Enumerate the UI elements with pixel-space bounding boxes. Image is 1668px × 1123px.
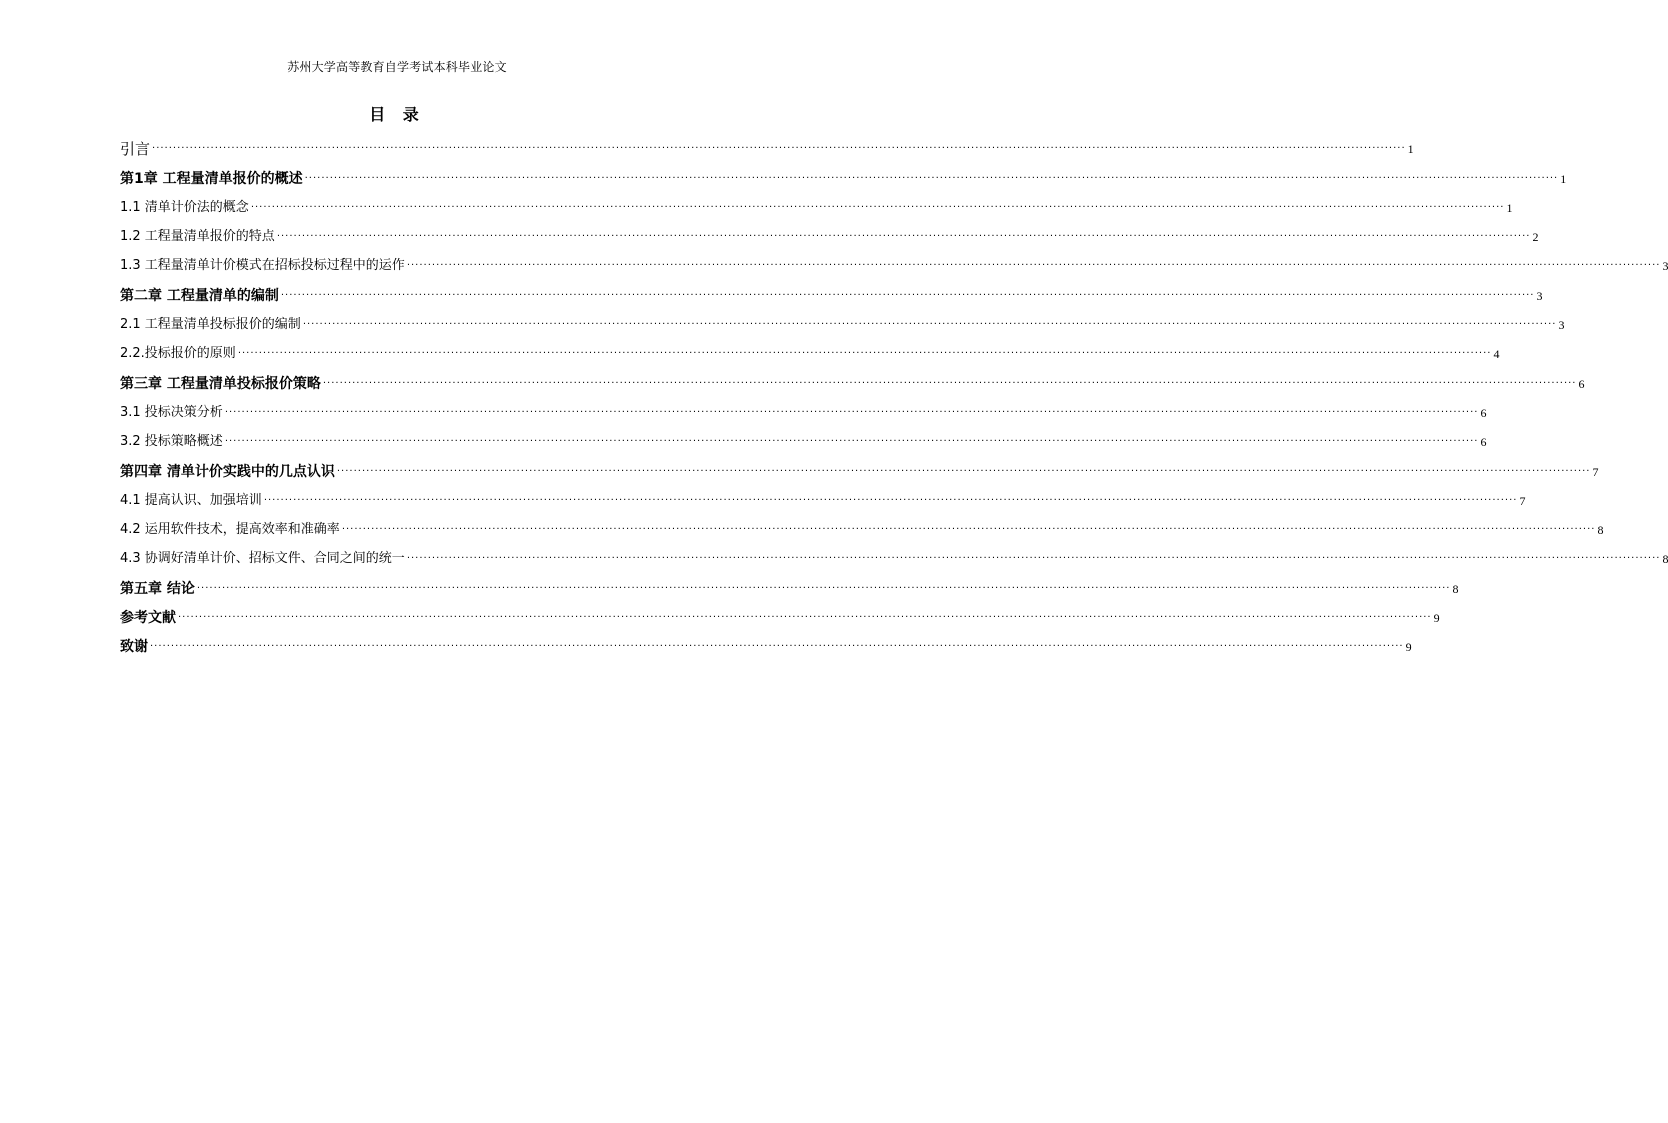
toc-entry-page-number: 7 <box>1592 464 1599 479</box>
toc-entry[interactable] <box>120 247 1668 276</box>
toc-entry[interactable] <box>120 452 1599 481</box>
toc-entry[interactable] <box>120 423 1487 452</box>
toc-dot-leader: ............................................................................................................................................................................................................................................................................................................ <box>263 491 1518 503</box>
toc-entry-page-number: 8 <box>1597 523 1604 538</box>
toc-entry-page-number: 1 <box>1560 171 1567 186</box>
toc-dot-leader: ............................................................................................................................................................................................................................................................................................................ <box>150 638 1404 650</box>
toc-entry-label: 4.2 运用软件技术，提高效率和准确率 <box>120 522 340 538</box>
toc-entry-label: 第五章 结论 <box>120 580 195 597</box>
toc-entry[interactable] <box>120 159 1567 188</box>
running-header: 苏州大学高等教育自学考试本科毕业论文 <box>287 60 507 74</box>
toc-entry-label: 参考文献 <box>120 610 176 627</box>
toc-entry-label: 1.3 工程量清单计价模式在招标投标过程中的运作 <box>120 258 405 274</box>
toc-dot-leader: ............................................................................................................................................................................................................................................................................................................ <box>224 403 1479 415</box>
toc-entry[interactable] <box>120 511 1604 540</box>
toc-entry[interactable] <box>120 482 1526 511</box>
toc-entry-page-number: 9 <box>1405 640 1412 655</box>
toc-dot-leader: ............................................................................................................................................................................................................................................................................................................ <box>406 257 1661 269</box>
toc-entry-label: 1.2 工程量清单报价的特点 <box>120 229 275 245</box>
toc-entry-page-number: 3 <box>1558 318 1565 333</box>
toc-entry[interactable] <box>120 306 1565 335</box>
toc-entry[interactable] <box>120 218 1539 247</box>
toc-entry-page-number: 9 <box>1433 611 1440 626</box>
toc-dot-leader: ............................................................................................................................................................................................................................................................................................................ <box>341 521 1596 533</box>
toc-entry[interactable] <box>120 130 1414 159</box>
toc-entry-label: 3.2 投标策略概述 <box>120 434 223 450</box>
toc-entry-label: 2.2.投标报价的原则 <box>120 346 236 362</box>
toc-entry-page-number: 4 <box>1493 347 1500 362</box>
toc-dot-leader: ............................................................................................................................................................................................................................................................................................................ <box>406 550 1661 562</box>
toc-entry-page-number: 2 <box>1532 230 1539 245</box>
toc-entry-label: 第四章 清单计价实践中的几点认识 <box>120 463 335 480</box>
toc-dot-leader: ............................................................................................................................................................................................................................................................................................................ <box>276 228 1531 240</box>
toc-dot-leader: ............................................................................................................................................................................................................................................................................................................ <box>302 316 1557 328</box>
toc-entry-label: 第三章 工程量清单投标报价策略 <box>120 375 321 392</box>
table-of-contents <box>120 130 1668 657</box>
toc-entry-label: 第二章 工程量清单的编制 <box>120 287 279 304</box>
toc-entry-label: 4.3 协调好清单计价、招标文件、合同之间的统一 <box>120 551 405 567</box>
toc-entry[interactable] <box>120 394 1487 423</box>
toc-entry-page-number: 6 <box>1578 376 1585 391</box>
toc-entry-label: 2.1 工程量清单投标报价的编制 <box>120 317 301 333</box>
toc-entry-label: 3.1 投标决策分析 <box>120 404 223 420</box>
toc-entry[interactable] <box>120 276 1543 305</box>
toc-entry-page-number: 8 <box>1662 552 1668 567</box>
toc-entry-page-number: 3 <box>1662 259 1668 274</box>
toc-entry-page-number: 3 <box>1536 288 1543 303</box>
toc-dot-leader: ............................................................................................................................................................................................................................................................................................................ <box>224 433 1479 445</box>
toc-entry-label: 4.1 提高认识、加强培训 <box>120 492 262 508</box>
toc-entry[interactable] <box>120 364 1585 393</box>
toc-entry-page-number: 1 <box>1407 142 1414 157</box>
toc-dot-leader: ............................................................................................................................................................................................................................................................................................................ <box>250 198 1505 210</box>
toc-entry-label: 1.1 清单计价法的概念 <box>120 199 249 215</box>
toc-title: 目 录 <box>369 105 425 124</box>
toc-entry-page-number: 8 <box>1452 581 1459 596</box>
toc-dot-leader: ............................................................................................................................................................................................................................................................................................................ <box>152 140 1406 152</box>
toc-dot-leader: ............................................................................................................................................................................................................................................................................................................ <box>280 286 1535 298</box>
toc-dot-leader: ............................................................................................................................................................................................................................................................................................................ <box>322 374 1577 386</box>
toc-entry[interactable] <box>120 569 1459 598</box>
toc-entry-page-number: 6 <box>1480 435 1487 450</box>
toc-entry-label: 引言 <box>120 140 151 159</box>
toc-dot-leader: ............................................................................................................................................................................................................................................................................................................ <box>336 462 1591 474</box>
toc-entry-page-number: 1 <box>1506 200 1513 215</box>
toc-dot-leader: ............................................................................................................................................................................................................................................................................................................ <box>178 609 1432 621</box>
toc-dot-leader: ............................................................................................................................................................................................................................................................................................................ <box>304 169 1559 181</box>
toc-dot-leader: ............................................................................................................................................................................................................................................................................................................ <box>237 345 1492 357</box>
toc-entry-page-number: 7 <box>1519 493 1526 508</box>
toc-entry[interactable] <box>120 189 1513 218</box>
toc-entry-label: 第1章 工程量清单报价的概述 <box>120 170 303 187</box>
toc-entry-page-number: 6 <box>1480 405 1487 420</box>
toc-entry[interactable] <box>120 335 1500 364</box>
toc-entry[interactable] <box>120 599 1440 628</box>
toc-entry[interactable] <box>120 628 1412 657</box>
toc-dot-leader: ............................................................................................................................................................................................................................................................................................................ <box>196 579 1451 591</box>
toc-entry-label: 致谢 <box>120 639 148 656</box>
toc-entry[interactable] <box>120 540 1668 569</box>
